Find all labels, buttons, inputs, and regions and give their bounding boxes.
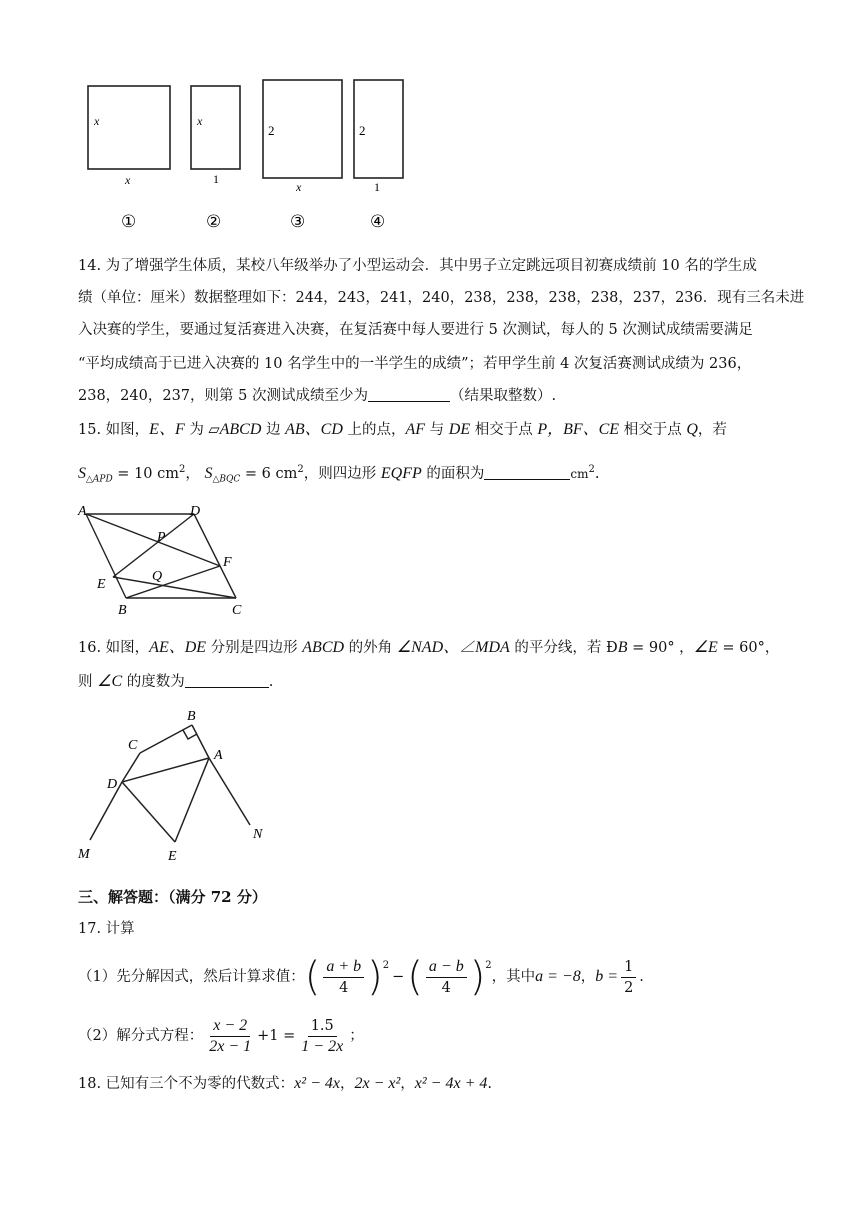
label-d: D (107, 777, 118, 792)
q15-sq: 2 (297, 464, 304, 475)
q16-text: 的度数为 (122, 674, 185, 690)
q15-segment-de: DE (448, 421, 471, 438)
label-c: C (232, 603, 242, 618)
q16-text: 的外角 (344, 640, 397, 656)
q18-line: 18. 已知有三个不为零的代数式：x² − 4x，2x − x²，x² − 4x + 4. (78, 1075, 492, 1092)
rect-1-bottom-label: x (125, 173, 131, 187)
q16-angle-c: ∠C (97, 673, 123, 690)
figure-16 (70, 700, 280, 870)
rect-1-side-label: x (94, 114, 100, 128)
q14-line-2: 绩（单位：厘米）数据整理如下：244，243，241，240，238，238，238，238，237，236．现有三名未进 (78, 290, 805, 306)
q15-area-apd-value: = 10 cm (112, 465, 180, 482)
rect-2-bottom-label: 1 (213, 172, 219, 186)
q15-area-bqc-sub: △BQC (212, 474, 241, 485)
q15-sq: 2 (588, 464, 595, 475)
q15-line-1 (78, 420, 808, 440)
q17-frac-4: $\frac{1.5}{1 - 2x}$ (301, 1017, 344, 1055)
rect-4-side-label: 2 (359, 123, 366, 138)
q15-point-q: Q (686, 421, 698, 438)
q16-text: 的平分线，若 Ð (509, 640, 618, 656)
seg-de (122, 782, 175, 842)
q16-line-2: 则 ∠C 的度数为 . (78, 673, 274, 690)
rect-4-tag: ④ (370, 212, 386, 231)
q16-text: 分别是四边形 (206, 640, 303, 656)
q17-part-1-text: （1）先分解因式，然后计算求值： (78, 969, 305, 985)
segment-af (86, 514, 220, 566)
q15-text: 边 (261, 422, 286, 438)
rect-3 (263, 80, 342, 178)
seg-ba (192, 725, 209, 758)
q17-value-b: b = (595, 968, 619, 985)
q18-expr-3: x² − 4x + 4 (414, 1075, 488, 1092)
q16-angle-e: ∠E (693, 639, 718, 656)
rect-4-bottom-label: 1 (374, 180, 380, 194)
q15-text: 相交于点 (619, 422, 687, 438)
q18-expr-1: x² − 4x (294, 1075, 340, 1092)
q15-parallelogram: ABCD (219, 421, 262, 438)
q15-unit: cm (570, 466, 589, 481)
segment-ce (113, 577, 236, 598)
q15-text: 15. 如图， (78, 422, 150, 438)
q14-line-4: “平均成绩高于已进入决赛的 10 名学生中的一半学生的成绩”；若甲学生前 4 次复活赛测试成绩为 236， (78, 356, 752, 372)
label-f: F (223, 555, 232, 570)
label-b: B (118, 603, 127, 618)
section-3-title: 三、解答题：（满分 72 分） (78, 888, 267, 906)
q14-line-3: 入决赛的学生，要通过复活赛进入决赛，在复活赛中每人要进行 5 次测试，每人的 5 次测试成绩需要满足 (78, 322, 753, 338)
seg-cb (140, 725, 192, 753)
segment-de (113, 514, 194, 577)
figure-13 (70, 70, 430, 235)
label-e: E (97, 577, 106, 592)
q18-text: 18. 已知有三个不为零的代数式： (78, 1076, 295, 1092)
q17-part-2: （2）解分式方程： $\frac{x - 2}{2x - 1}$ +1 = $\frac{1.5}{1 - 2x}$ ； (78, 1016, 364, 1055)
q16-bisectors: AE、DE (149, 639, 207, 656)
q15-text: 与 (425, 422, 449, 438)
q17-title: 17. 计算 (78, 921, 135, 937)
q15-area-bqc-value: = 6 cm (240, 465, 298, 482)
label-d: D (190, 504, 201, 519)
label-p: P (157, 530, 166, 545)
q17-value-a: a = −8 (535, 968, 581, 985)
q17-frac-3: $\frac{x - 2}{2x - 1}$ (209, 1016, 252, 1055)
q17-frac-2: $\frac{a - b}{4}$ (426, 957, 467, 998)
q15-point-p-segments: P，BF、CE (537, 421, 620, 438)
q15-sides: AB、CD (285, 421, 343, 438)
q17-frac-1: $\frac{a + b}{4}$ (323, 957, 364, 998)
q15-text: 为 ▱ (184, 422, 220, 438)
q15-quadrilateral: EQFP (380, 464, 422, 482)
q15-line-2: $S_{\triangle APD} = 10$ $cm^2$， $S_{\triangle BQC} = 6$ $cm^2$，则四边形 EQFP 的面积为 $cm^2$. (78, 464, 600, 485)
q15-segment-af: AF (405, 421, 426, 438)
q16-text: 16. 如图， (78, 640, 150, 656)
q14-line-5-text: 238，240，237，则第 5 次测试成绩至少为 (78, 388, 368, 404)
q15-text: ，则四边形 (303, 465, 381, 482)
figure-15 (70, 502, 260, 620)
rect-2-tag: ② (206, 212, 222, 231)
q15-area-apd-sub: △APD (86, 474, 113, 485)
q16-answer-blank (185, 673, 269, 688)
q17-part-2-text: （2）解分式方程： (78, 1028, 204, 1044)
rect-1 (88, 86, 170, 169)
rect-1-tag: ① (121, 212, 137, 231)
rect-3-side-label: 2 (268, 123, 275, 138)
q15-points-ef: E、F (149, 421, 185, 438)
seg-ae (175, 758, 209, 842)
label-c: C (128, 738, 138, 753)
q16-angle-b: B (617, 639, 628, 656)
q15-text: 的面积为 (421, 465, 485, 482)
q18-expr-2: 2x − x² (354, 1075, 401, 1092)
q15-area-apd-letter: S (78, 464, 86, 482)
ray-an (209, 758, 250, 825)
rect-3-tag: ③ (290, 212, 306, 231)
q14-line-5-suffix: （结果取整数）. (449, 388, 557, 404)
q16-line-1 (78, 638, 808, 658)
label-n: N (253, 827, 263, 842)
q16-angles: ∠NAD、∠MDA (396, 639, 510, 656)
q15-answer-blank (484, 465, 570, 480)
q15-area-bqc-letter: S (204, 464, 213, 482)
rect-3-bottom-label: x (296, 180, 302, 194)
q15-text: 上的点， (342, 422, 406, 438)
label-e: E (168, 849, 177, 864)
label-a: A (78, 504, 87, 519)
q17-frac-b: $\frac{1}{2}$ (621, 957, 636, 998)
label-a: A (214, 748, 223, 763)
q14-answer-blank (368, 387, 450, 402)
label-m: M (78, 847, 90, 862)
q16-text: = 90° ， (627, 640, 694, 656)
q15-text: 相交于点 (470, 422, 538, 438)
q14-line-1: 14. 为了增强学生体质，某校八年级举办了小型运动会．其中男子立定跳远项目初赛成绩前 10 名的学生成 (78, 258, 757, 274)
q14-line-5 (78, 386, 808, 406)
label-q: Q (152, 569, 163, 584)
rect-2-side-label: x (197, 114, 203, 128)
q16-text: = 60°， (717, 640, 780, 656)
q15-sq: 2 (179, 464, 186, 475)
q16-quadrilateral: ABCD (302, 639, 345, 656)
q16-text: 则 (78, 674, 98, 690)
q17-part-1: （1）先分解因式，然后计算求值： ( $\frac{a + b}{4}$ ) $^2$ − ( $\frac{a - b}{4}$ ) $^2$ ，其中 a = −8 ， b = $\frac{1}{2}$ . (78, 954, 644, 1000)
label-b: B (187, 709, 196, 724)
ray-dm (90, 782, 122, 840)
q15-text: ，若 (697, 422, 727, 438)
